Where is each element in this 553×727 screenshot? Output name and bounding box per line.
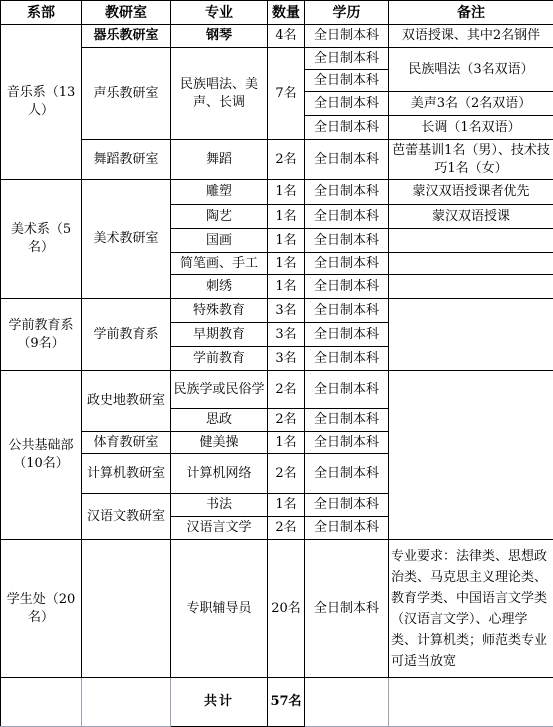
header-count: 数量 [268,1,305,25]
major-cell: 国画 [171,229,268,253]
edu-cell: 全日制本科 [305,494,389,517]
note-cell: 民族唱法（3名双语） [389,48,553,92]
edu-cell: 全日制本科 [305,116,389,140]
major-cell: 钢琴 [171,25,268,48]
major-cell: 书法 [171,494,268,517]
room-cell: 体育教研室 [82,432,171,454]
edu-cell: 全日制本科 [305,275,389,299]
note-cell: 长调（1名双语） [389,116,553,140]
room-cell [82,540,171,678]
dept-cell-preschool: 学前教育系（9名） [1,299,82,371]
count-cell: 1名 [268,432,305,454]
blank-cell [305,678,389,727]
header-row [1,1,553,25]
note-cell: 蒙汉双语授课 [389,205,553,229]
count-cell: 1名 [268,229,305,253]
count-cell: 2名 [268,371,305,409]
note-cell [389,299,553,371]
major-cell: 专职辅导员 [171,540,268,678]
count-cell: 3名 [268,299,305,323]
note-cell: 芭蕾基训1名（男）、技术技巧1名（女） [389,140,553,180]
edu-cell: 全日制本科 [305,229,389,253]
note-cell [389,253,553,275]
note-cell [389,371,553,540]
edu-cell: 全日制本科 [305,432,389,454]
major-cell: 简笔画、手工 [171,253,268,275]
edu-cell: 全日制本科 [305,454,389,494]
count-cell: 1名 [268,180,305,205]
header-edu: 学历 [305,1,389,25]
count-cell: 1名 [268,494,305,517]
edu-cell: 全日制本科 [305,70,389,92]
table-row [1,140,553,180]
dept-cell-music: 音乐系（13人） [1,25,82,180]
edu-cell: 全日制本科 [305,299,389,323]
table-row [1,299,553,323]
room-cell: 美术教研室 [82,180,171,299]
note-cell: 美声3名（2名双语） [389,92,553,116]
count-cell: 20名 [268,540,305,678]
room-cell: 汉语文教研室 [82,494,171,540]
major-cell: 刺绣 [171,275,268,299]
edu-cell: 全日制本科 [305,409,389,432]
edu-cell: 全日制本科 [305,48,389,70]
room-cell: 器乐教研室 [82,25,171,48]
header-room: 教研室 [82,1,171,25]
dept-cell-public: 公共基础部（10名） [1,371,82,540]
note-cell [389,229,553,253]
count-cell: 1名 [268,275,305,299]
total-row [1,678,553,727]
count-cell: 2名 [268,409,305,432]
room-cell: 学前教育系 [82,299,171,371]
edu-cell: 全日制本科 [305,25,389,48]
room-cell: 政史地教研室 [82,371,171,432]
room-cell: 声乐教研室 [82,48,171,140]
edu-cell: 全日制本科 [305,253,389,275]
major-cell: 学前教育 [171,347,268,371]
note-cell: 蒙汉双语授课者优先 [389,180,553,205]
major-cell: 健美操 [171,432,268,454]
count-cell: 2名 [268,454,305,494]
room-cell: 舞蹈教研室 [82,140,171,180]
major-cell: 早期教育 [171,323,268,347]
edu-cell: 全日制本科 [305,347,389,371]
edu-cell: 全日制本科 [305,517,389,540]
room-cell: 计算机教研室 [82,454,171,494]
note-cell: 双语授课、其中2名钢伴 [389,25,553,48]
edu-cell: 全日制本科 [305,540,389,678]
total-label: 共计 [171,678,268,727]
edu-cell: 全日制本科 [305,92,389,116]
header-dept: 系部 [1,1,82,25]
count-cell: 2名 [268,517,305,540]
table-row [1,180,553,205]
major-cell: 计算机网络 [171,454,268,494]
major-cell: 陶艺 [171,205,268,229]
major-cell: 民族唱法、美声、长调 [171,48,268,140]
major-cell: 雕塑 [171,180,268,205]
edu-cell: 全日制本科 [305,205,389,229]
major-cell: 特殊教育 [171,299,268,323]
header-major: 专业 [171,1,268,25]
table-row [1,48,553,70]
major-cell: 汉语言文学 [171,517,268,540]
count-cell: 1名 [268,253,305,275]
note-cell: 专业要求：法律类、思想政治类、马克思主义理论类、教育学类、中国语言文学类（汉语言文学）、心理学类、计算机类；师范类专业可适当放宽 [389,540,553,678]
blank-cell [1,678,82,727]
note-cell [389,275,553,299]
count-cell: 7名 [268,48,305,140]
table-row [1,25,553,48]
dept-cell-art: 美术系（5名） [1,180,82,299]
edu-cell: 全日制本科 [305,180,389,205]
major-cell: 民族学或民俗学 [171,371,268,409]
table-row [1,371,553,409]
count-cell: 2名 [268,140,305,180]
header-note: 备注 [389,1,553,25]
total-count: 57名 [268,678,305,727]
count-cell: 1名 [268,205,305,229]
major-cell: 舞蹈 [171,140,268,180]
dept-cell-student: 学生处（20名） [1,540,82,678]
major-cell: 思政 [171,409,268,432]
table-row [1,540,553,678]
edu-cell: 全日制本科 [305,140,389,180]
blank-cell [389,678,553,727]
blank-cell [82,678,171,727]
edu-cell: 全日制本科 [305,371,389,409]
count-cell: 4名 [268,25,305,48]
count-cell: 3名 [268,347,305,371]
count-cell: 3名 [268,323,305,347]
edu-cell: 全日制本科 [305,323,389,347]
